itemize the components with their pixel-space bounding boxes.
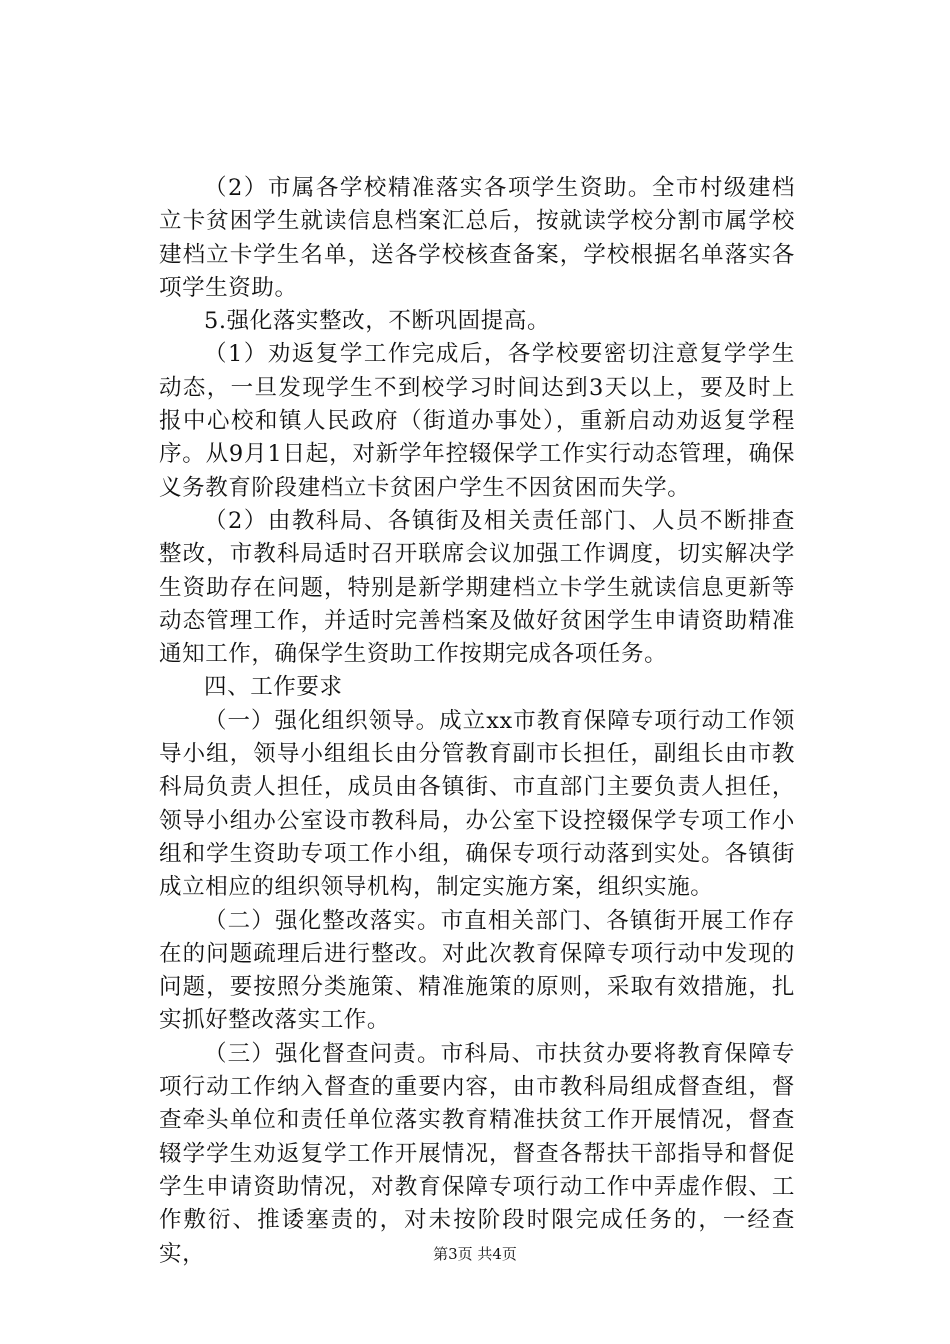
paragraph-school-aid: （2）市属各学校精准落实各项学生资助。全市村级建档立卡贫困学生就读信息档案汇总后，按就读学校分割市属学校建档立卡学生名单，送各学校核查备案，学校根据名单落实各项学生资助。 [159, 175, 795, 301]
paragraph-investigation: （2）由教科局、各镇街及相关责任部门、人员不断排查整改，市教科局适时召开联席会议加强工作调度，切实解决学生资助存在问题，特别是新学期建档立卡学生就读信息更新等动态管理工作，并适时完善档案及做好贫困学生申请资助精准通知工作，确保学生资助工作按期完成各项任务。 [159, 507, 795, 668]
page-number-footer: 第3页 共4页 [433, 1245, 517, 1263]
document-body [159, 172, 795, 1271]
paragraph-implementation: （二）强化整改落实。市直相关部门、各镇街开展工作存在的问题疏理后进行整改。对此次教育保障专项行动中发现的问题，要按照分类施策、精准施策的原则，采取有效措施，扎实抓好整改落实工作。 [159, 907, 795, 1034]
paragraph-return-to-school: （1）劝返复学工作完成后，各学校要密切注意复学学生动态，一旦发现学生不到校学习时间达到3天以上，要及时上报中心校和镇人民政府（街道办事处），重新启动劝返复学程序。从9月1日起，对新学年控辍保学工作实行动态管理，确保义务教育阶段建档立卡贫困户学生不因贫困而失学。 [159, 341, 795, 501]
section-heading-requirements: 四、工作要求 [204, 674, 343, 701]
paragraph-supervision: （三）强化督查问责。市科局、市扶贫办要将教育保障专项行动工作纳入督查的重要内容，由市教科局组成督查组，督查牵头单位和责任单位落实教育精准扶贫工作开展情况，督查辍学学生劝返复学工作开展情况，督查各帮扶干部指导和督促学生申请资助情况，对教育保障专项行动工作中弄虚作假、工作敷衍、推诿塞责的，对未按阶段时限完成任务的，一经查实， [159, 1040, 795, 1267]
paragraph-leadership: （一）强化组织领导。成立xx市教育保障专项行动工作领导小组，领导小组组长由分管教育副市长担任，副组长由市教科局负责人担任，成员由各镇街、市直部门主要负责人担任，领导小组办公室设市教科局，办公室下设控辍保学专项工作小组和学生资助专项工作小组，确保专项行动落到实处。各镇街成立相应的组织领导机构，制定实施方案，组织实施。 [159, 707, 795, 901]
paragraph-heading-rectification: 5.强化落实整改，不断巩固提高。 [204, 308, 551, 335]
